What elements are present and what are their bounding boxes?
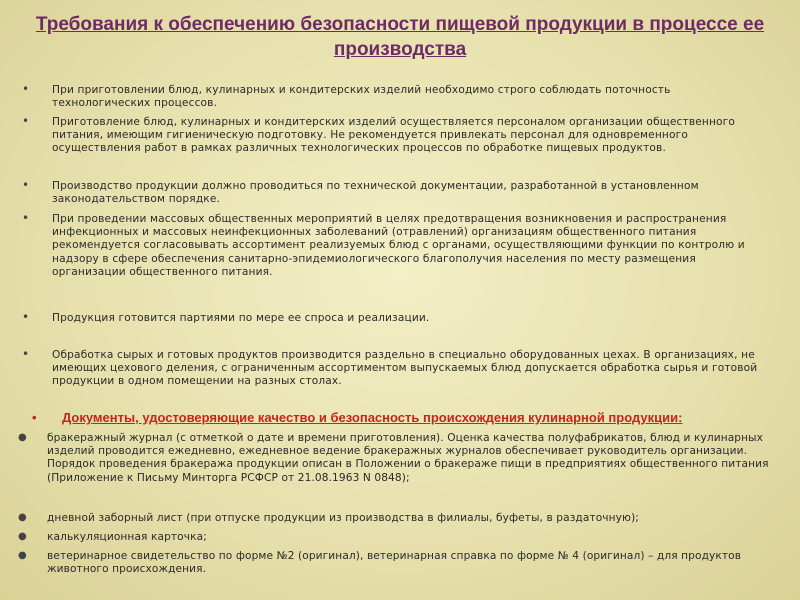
bullet-icon: • <box>22 347 30 361</box>
list-item <box>22 347 772 389</box>
document-item <box>18 512 787 525</box>
bullet-icon: • <box>22 178 30 192</box>
document-item <box>18 550 787 576</box>
bullet-icon: • <box>22 82 30 96</box>
bullet-icon: ● <box>18 550 27 561</box>
list-item-text: Продукция готовится партиями по мере ее спроса и реализации. <box>52 312 430 324</box>
document-item <box>18 531 787 544</box>
list-item-text: При проведении массовых общественных мероприятий в целях предотвращения возникновения и распространения инфекционных и массовых неинфекционных заболеваний (отравлений) организациям общественного питания рекомендуется согласовывать ассортимент реализуемых блюд с органами, осуществляющими функции по контролю и надзору в сфере обеспечения санитарно-эпидемиологического благополучия населения по месту размещения организации общественного питания. <box>52 213 745 278</box>
document-item <box>18 432 787 485</box>
bullet-icon: • <box>32 410 37 425</box>
list-item <box>22 82 772 110</box>
bullet-icon: ● <box>18 512 27 523</box>
list-item-text: Приготовление блюд, кулинарных и кондитерских изделий осуществляется персоналом организации общественного питания, имеющим гигиеническую подготовку. Не рекомендуется привлекать персонал для одновременного осуществления работ в рамках различных технологических процессов по обработке пищевых продуктов. <box>52 116 736 155</box>
list-item <box>22 211 772 279</box>
bullet-icon: • <box>22 310 30 324</box>
list-item <box>22 178 772 206</box>
list-item <box>22 310 772 325</box>
page-title: Требования к обеспечению безопасности пищевой продукции в процессе ее производства <box>35 14 765 60</box>
bullet-icon: • <box>22 211 30 225</box>
list-item <box>22 114 772 156</box>
document-item-text: ветеринарное свидетельство по форме №2 (оригинал), ветеринарная справка по форме № 4 (оригинал) – для продуктов животного происхождения. <box>47 550 742 576</box>
documents-heading-text: Документы, удостоверяющие качество и безопасность происхождения кулинарной продукции: <box>62 410 683 425</box>
document-item-text: бракеражный журнал (с отметкой о дате и времени приготовления). Оценка качества полуфабрикатов, блюд и кулинарных изделий проводится ежедневно, ежедневное ведение бракеражных журналов обеспечивает руководитель организации. Порядок проведения бракеража продукции описан в Положении о бракераже пищи в предприятиях общественного питания (Приложение к Письму Минторга РСФСР от 21.08.1963 N 0848); <box>47 432 769 484</box>
bullet-icon: • <box>22 114 30 128</box>
document-item-text: калькуляционная карточка; <box>47 531 207 543</box>
bullet-icon: ● <box>18 432 27 443</box>
documents-heading <box>32 410 792 426</box>
list-item-text: Производство продукции должно проводиться по технической документации, разработанной в установленном законодательством порядке. <box>52 180 699 206</box>
list-item-text: Обработка сырых и готовых продуктов производится раздельно в специально оборудованных цехах. В организациях, не имеющих цехового деления, с ограниченным ассортиментом выпускаемых блюд допускается обработка сырья и готовой продукции в одном помещении на разных столах. <box>52 349 758 388</box>
document-item-text: дневной заборный лист (при отпуске продукции из производства в филиалы, буфеты, в раздаточную); <box>47 512 639 524</box>
bullet-icon: ● <box>18 531 27 542</box>
list-item-text: При приготовлении блюд, кулинарных и кондитерских изделий необходимо строго соблюдать поточность технологических процессов. <box>52 84 671 110</box>
